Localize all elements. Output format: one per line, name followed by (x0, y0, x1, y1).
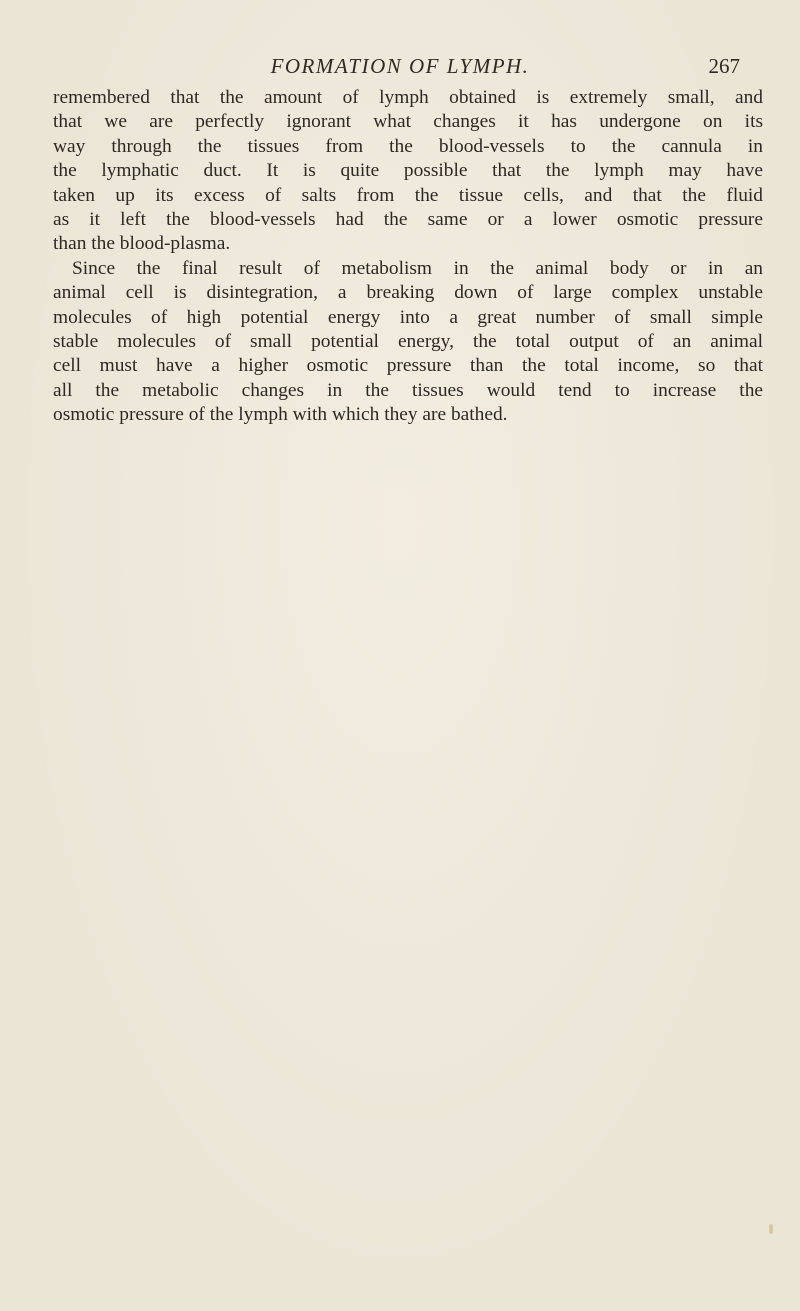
page-number: 267 (708, 54, 740, 78)
text-line: than the blood-plasma. (53, 233, 231, 255)
text-line: as it left the blood-vessels had the same or a lower osmotic pressure (53, 208, 763, 230)
paper-speck (769, 1224, 773, 1234)
text-line: taken up its excess of salts from the tissue cells, and that the fluid (53, 184, 763, 206)
running-head (0, 54, 800, 84)
text-line: osmotic pressure of the lymph with which they are bathed. (53, 404, 508, 426)
text-line: way through the tissues from the blood-vessels to the cannula in (53, 135, 763, 157)
text-line: Since the final result of metabolism in the animal body or in an (72, 257, 763, 279)
text-line: molecules of high potential energy into a great number of small simple (53, 306, 763, 328)
text-line: cell must have a higher osmotic pressure than the total income, so that (53, 355, 763, 377)
text-line: animal cell is disintegration, a breaking down of large complex unstable (53, 282, 763, 304)
text-line: stable molecules of small potential energy, the total output of an animal (53, 330, 763, 352)
paragraph-2 (53, 257, 763, 428)
text-line: all the metabolic changes in the tissues would tend to increase the (53, 379, 763, 401)
text-line: remembered that the amount of lymph obtained is extremely small, and (53, 87, 763, 108)
text-line: the lymphatic duct. It is quite possible that the lymph may have (53, 160, 763, 182)
running-title: FORMATION OF LYMPH. (270, 54, 530, 78)
text-line: that we are perfectly ignorant what changes it has undergone on its (53, 111, 763, 133)
paragraph-1 (53, 86, 763, 257)
body-text (53, 86, 763, 427)
